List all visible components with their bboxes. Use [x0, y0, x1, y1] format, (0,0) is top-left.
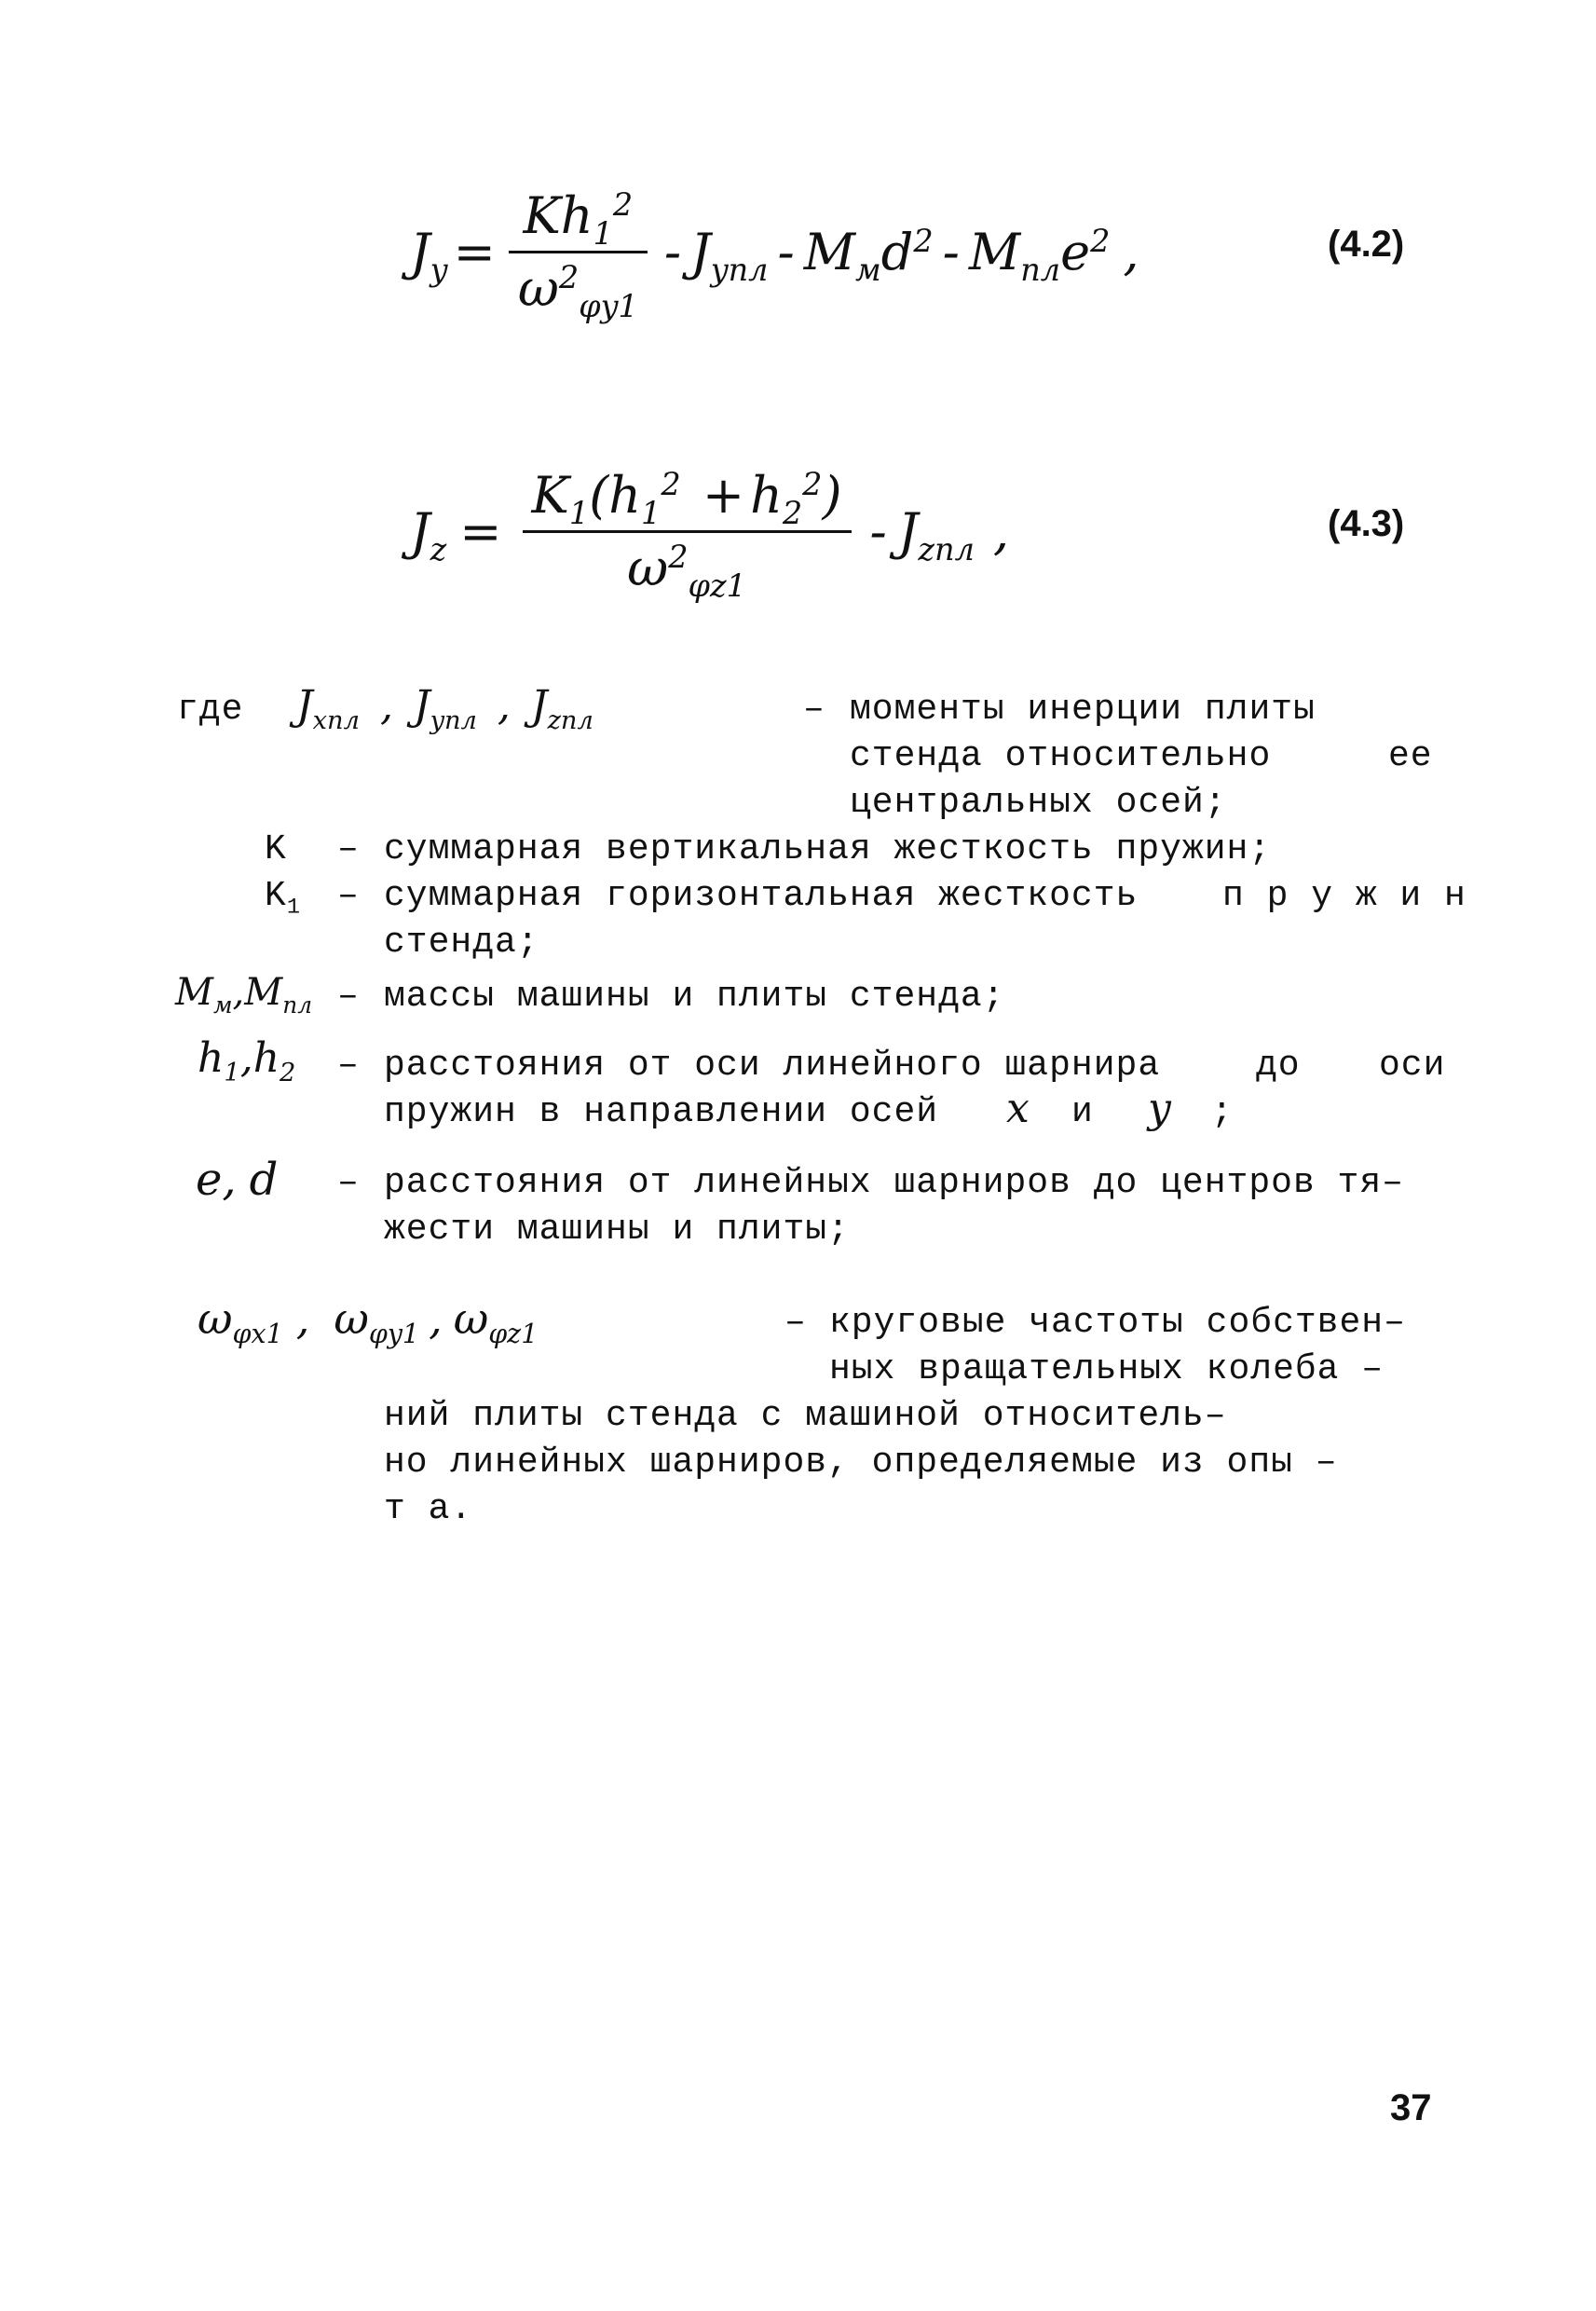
ed-symbols: e, d: [196, 1154, 279, 1206]
masses-line-1: массы машины и плиты стенда;: [384, 977, 1005, 1017]
k1-line-1a: суммарная горизонтальная жесткость: [384, 876, 1139, 916]
page-number: 37: [1390, 2087, 1432, 2128]
h-line-2-end: ;: [1211, 1092, 1234, 1132]
ed-line-2: жести машины и плиты;: [384, 1210, 850, 1250]
numerator: $Kh_1^2$: [523, 186, 634, 252]
h-line-1c: оси: [1379, 1046, 1446, 1086]
equals-sign: =: [459, 502, 502, 561]
term-sign: -: [777, 223, 795, 281]
masses-symbols: $M_м,M_{пл}$: [175, 971, 312, 1019]
inertia-symbols: $J_{xпл}$ , $J_{yпл}$ , $J_{zпл}$: [296, 682, 593, 735]
axis-x-symbol: x: [1006, 1085, 1030, 1132]
k1-dash: –: [337, 876, 360, 916]
term-j-zpl: $J_{zпл}$: [897, 502, 975, 567]
k-symbol: K: [265, 829, 287, 869]
omega-symbols: $\omega_{\varphi x1}$ , $\omega_{\varphi y1}$ , $\omega_{\varphi z1}$: [198, 1293, 539, 1350]
k1-line-2: стенда;: [384, 923, 539, 963]
fraction: [523, 466, 852, 604]
term-sign: -: [663, 223, 682, 281]
masses-dash: –: [337, 977, 360, 1017]
equation-number-4-3: (4.3): [1328, 503, 1405, 544]
inertia-line-2b: ее: [1388, 736, 1433, 776]
ed-dash: –: [337, 1163, 360, 1203]
inertia-line-3: центральных осей;: [850, 783, 1227, 823]
inertia-line-1: моменты инерции плиты: [850, 690, 1316, 730]
omega-line-4: но линейных шарниров, определяемые из опы –: [384, 1443, 1338, 1483]
equation-number-4-2: (4.2): [1328, 224, 1405, 265]
omega-line-5: т а.: [384, 1489, 473, 1529]
lhs: $J_y$: [410, 223, 448, 288]
ed-line-1: расстояния от линейных шарниров до центров тя–: [384, 1163, 1404, 1203]
numerator: $K_1(h_1^2 + h_2^2)$: [531, 466, 842, 531]
k1-line-1b: п р у ж и н: [1222, 876, 1466, 916]
h-line-1b: до: [1256, 1046, 1301, 1086]
formula-4-3: [410, 466, 1010, 604]
and-word: и: [1071, 1092, 1094, 1132]
trail-comma: ,: [992, 502, 1010, 561]
k-dash: –: [337, 829, 360, 869]
equals-sign: =: [453, 223, 496, 281]
fraction: [509, 186, 648, 324]
axis-y-symbol: y: [1148, 1085, 1171, 1132]
where-word: где: [177, 690, 244, 730]
h-dash: –: [337, 1046, 360, 1086]
h-line-1a: расстояния от оси линейного шарнира: [384, 1046, 1161, 1086]
omega-dash: –: [784, 1303, 807, 1343]
k1-symbol: $K_1$: [265, 876, 301, 921]
omega-line-2: ных вращательных колеба –: [829, 1349, 1385, 1389]
omega-line-3: ний плиты стенда с машиной относитель–: [384, 1396, 1227, 1436]
term-mpl-e2: $M_{пл}e^2$: [968, 223, 1111, 288]
h-symbols: $h_1,h_2$: [198, 1034, 296, 1087]
k-line-1: суммарная вертикальная жесткость пружин;: [384, 829, 1272, 869]
term-j-ypl: $J_{yпл}$: [690, 223, 769, 288]
denominator: $\omega^2_{\varphi z1}$: [627, 539, 746, 604]
inertia-dash: –: [803, 690, 825, 730]
inertia-line-2a: стенда относительно: [850, 736, 1272, 776]
term-mm-d2: $M_мd^2$: [803, 223, 934, 288]
term-sign: -: [942, 223, 960, 281]
denominator: $\omega^2_{\varphi y1}$: [517, 259, 638, 324]
trail-comma: ,: [1123, 223, 1139, 281]
omega-line-1: круговые частоты собствен–: [829, 1303, 1406, 1343]
formula-4-2: [410, 186, 1139, 324]
h-line-2a: пружин в направлении осей: [384, 1092, 939, 1132]
term-sign: -: [869, 502, 887, 561]
lhs: $J_z$: [410, 502, 447, 567]
